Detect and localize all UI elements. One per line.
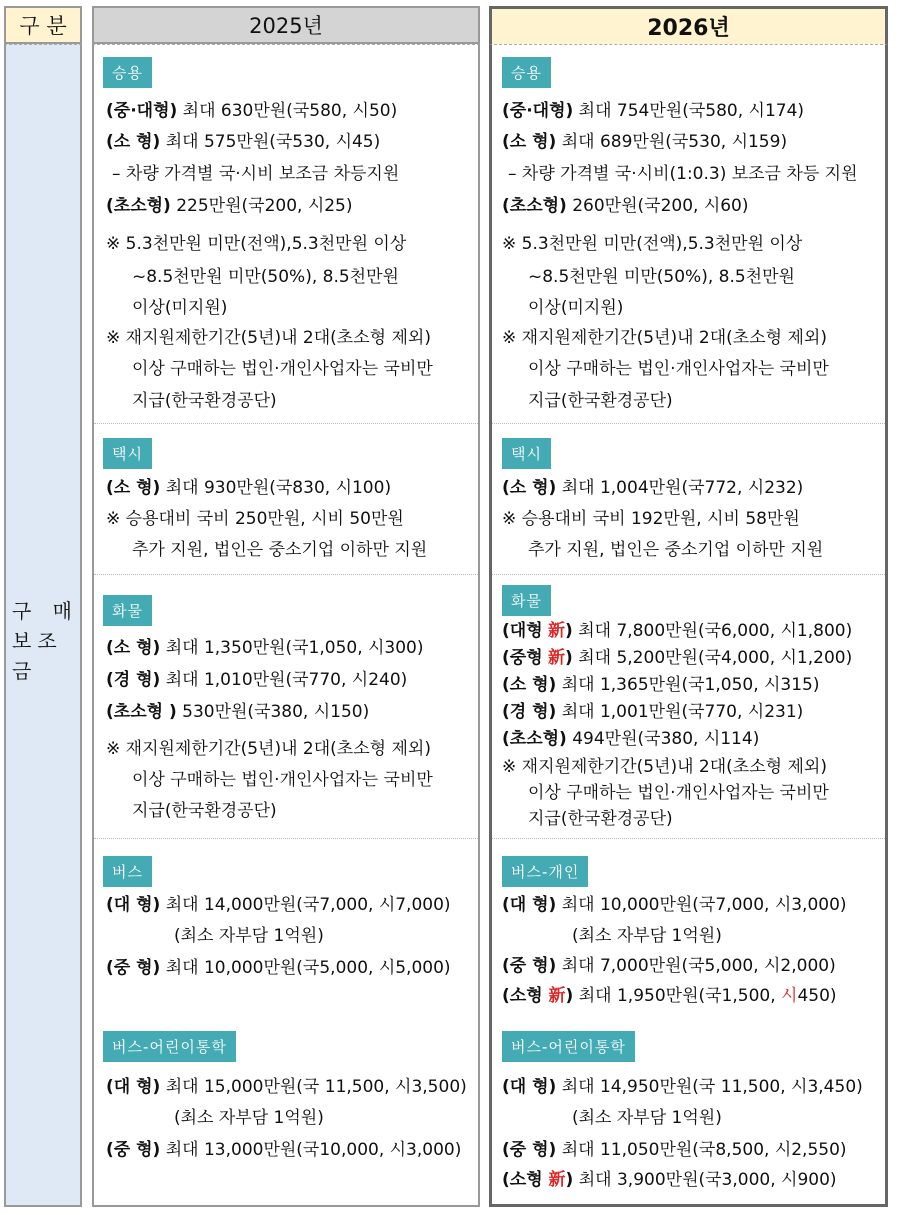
category-line-2: 보조금 [12,629,63,683]
line [502,620,852,642]
line [106,701,369,723]
line-label: ) [565,1170,574,1190]
line-value: 최대 1,950만원(국1,500, [578,986,782,1006]
line-value: 최대 15,000만원(국 11,500, 시3,500) [165,1077,467,1097]
note-line: 추가 지원, 법인은 중소기업 이하만 지원 [528,540,824,560]
line-label: (중형 [502,648,543,668]
line-label: (소 형) [502,132,557,152]
line-value: 530만원(국380, 시150) [182,702,370,722]
line-label: (소형 [502,1170,549,1190]
line [502,1076,863,1098]
note-line: ※ 재지원제한기간(5년)내 2대(초소형 제외) [502,757,827,777]
line-value: 최대 13,000만원(국10,000, 시3,000) [165,1140,462,1160]
line [106,477,391,499]
note-line: 지급(한국환경공단) [528,391,673,411]
line-value: 최대 1,001만원(국770, 시231) [561,702,804,722]
line-value: 최대 1,004만원(국772, 시232) [561,478,804,498]
tag-school-bus: 버스-어린이통학 [103,1031,236,1062]
line-value: 494만원(국380, 시114) [572,729,760,749]
line-label: (중 형) [106,1140,161,1160]
line [502,100,804,122]
note-line: ※ 5.3천만원 미만(전액),5.3천만원 이상 [106,234,407,254]
line-value: 최대 754만원(국580, 시174) [578,101,805,121]
line-value: 최대 5,200만원(국4,000, 시1,200) [578,648,853,668]
tag-taxi: 택시 [502,438,551,469]
section-divider [492,423,885,424]
line-label: (대형 [502,621,543,641]
category-column [4,44,82,1207]
category-char-2: 매 [52,599,74,623]
line [502,728,759,750]
line-value: 최대 630만원(국580, 시50) [182,101,398,121]
line-label: (소 형) [106,132,161,152]
note-line: ※ 5.3천만원 미만(전액),5.3천만원 이상 [502,234,803,254]
note-line: ※ 승용대비 국비 250만원, 시비 50만원 [106,509,404,529]
line [106,957,451,979]
line-value: 450) [797,986,837,1006]
line [502,985,837,1007]
new-badge: 新 [548,648,566,668]
section-divider [94,838,478,839]
line-label: (초소형) [502,729,567,749]
note-line: 지급(한국환경공단) [132,801,277,821]
line: (최소 자부담 1억원) [174,926,324,946]
line-value: 최대 10,000만원(국5,000, 시5,000) [165,958,451,978]
line-label: (대 형) [502,1077,557,1097]
section-divider [94,574,478,575]
tag-taxi: 택시 [103,438,152,469]
note-line: ※ 재지원제한기간(5년)내 2대(초소형 제외) [106,739,431,759]
line-value: 최대 1,365만원(국1,050, 시315) [561,675,820,695]
line-value: 최대 14,000만원(국7,000, 시7,000) [165,895,451,915]
line-value: 최대 11,050만원(국8,500, 시2,550) [561,1140,847,1160]
line: – 차량 가격별 국·시비 보조금 차등지원 [112,164,400,184]
line [106,195,353,217]
section-divider [94,423,478,424]
note-line: 이상 구매하는 법인·개인사업자는 국비만 [528,359,829,379]
line-label: (소 형) [502,675,557,695]
note-line: 지급(한국환경공단) [132,391,277,411]
note-line: 이상 구매하는 법인·개인사업자는 국비만 [132,359,433,379]
line [106,131,380,153]
section-divider [492,574,885,575]
line: (최소 자부담 1억원) [572,1108,722,1128]
line-label: (중 형) [502,956,557,976]
tag-truck: 화물 [103,595,152,626]
new-badge: 新 [548,621,566,641]
line [502,477,803,499]
line: – 차량 가격별 국·시비(1:0.3) 보조금 차등 지원 [508,164,858,184]
line-label: (소 형) [106,638,161,658]
line [502,131,787,153]
tag-bus-private: 버스-개인 [502,856,588,887]
line-label: (초소형) [502,196,567,216]
note-line: ※ 재지원제한기간(5년)내 2대(초소형 제외) [502,328,827,348]
line-label: (대 형) [106,1077,161,1097]
line [106,894,451,916]
tag-bus: 버스 [103,856,152,887]
line-value: 260만원(국200, 시60) [572,196,749,216]
tag-passenger: 승용 [502,57,551,88]
note-line: 이상(미지원) [132,298,228,318]
new-badge: 新 [548,1170,566,1190]
line: (최소 자부담 1억원) [572,926,722,946]
note-line: 지급(한국환경공단) [528,809,673,829]
line-label: (경 형) [106,670,161,690]
line [502,674,820,696]
note-line: ~8.5천만원 미만(50%), 8.5천만원 [528,267,795,287]
line [106,1139,461,1161]
line: (최소 자부담 1억원) [174,1108,324,1128]
header-2026: 2026년 [489,6,888,44]
tag-school-bus: 버스-어린이통학 [502,1031,635,1062]
line-label: (중·대형) [502,101,574,121]
line-label: (소형 [502,986,549,1006]
tag-passenger: 승용 [103,57,152,88]
line-label: (소 형) [106,478,161,498]
line [502,1139,847,1161]
line-label: ) [565,986,574,1006]
line-label: (경 형) [502,702,557,722]
line-label: (중·대형) [106,101,178,121]
column-2026 [489,44,888,1207]
note-line: 이상 구매하는 법인·개인사업자는 국비만 [132,770,433,790]
line-label: (소 형) [502,478,557,498]
line-label: (대 형) [106,895,161,915]
category-char-1: 구 [12,599,34,623]
column-2025 [92,44,480,1207]
note-line: ~8.5천만원 미만(50%), 8.5천만원 [132,267,399,287]
note-line: 이상(미지원) [528,298,624,318]
tag-truck: 화물 [502,585,551,616]
note-line: 추가 지원, 법인은 중소기업 이하만 지원 [132,540,428,560]
line-value: 최대 689만원(국530, 시159) [561,132,788,152]
line [106,1076,467,1098]
line-value: 최대 7,800만원(국6,000, 시1,800) [578,621,853,641]
line [502,894,847,916]
line-label: ) [565,621,573,641]
line [502,195,749,217]
line-label: (초소형) [106,196,171,216]
line-value: 최대 14,950만원(국 11,500, 시3,450) [561,1077,863,1097]
note-line: ※ 재지원제한기간(5년)내 2대(초소형 제외) [106,328,431,348]
category-label [6,596,80,686]
line-value: 최대 3,900만원(국3,000, 시900) [578,1170,837,1190]
section-divider [492,838,885,839]
line-value: 최대 10,000만원(국7,000, 시3,000) [561,895,847,915]
line-value: 225만원(국200, 시25) [176,196,353,216]
line-label: (중 형) [502,1140,557,1160]
line-label: (대 형) [502,895,557,915]
header-category: 구 분 [4,6,82,44]
line [502,955,836,977]
line-value: 최대 575만원(국530, 시45) [165,132,381,152]
new-badge: 新 [548,986,566,1006]
line-label: (초소형 ) [106,702,177,722]
line-value: 최대 930만원(국830, 시100) [165,478,392,498]
line-value: 최대 1,010만원(국770, 시240) [165,670,408,690]
note-line: ※ 승용대비 국비 192만원, 시비 58만원 [502,509,800,529]
line-value: 최대 1,350만원(국1,050, 시300) [165,638,424,658]
line [106,669,407,691]
note-line: 이상 구매하는 법인·개인사업자는 국비만 [528,783,829,803]
line [106,100,397,122]
line-label: ) [565,648,573,668]
line [502,701,803,723]
line-value: 최대 7,000만원(국5,000, 시2,000) [561,956,836,976]
header-2025: 2025년 [92,6,480,44]
line [106,637,424,659]
line [502,647,852,669]
line-label: (중 형) [106,958,161,978]
highlight-text: 시 [781,986,798,1006]
line [502,1169,837,1191]
